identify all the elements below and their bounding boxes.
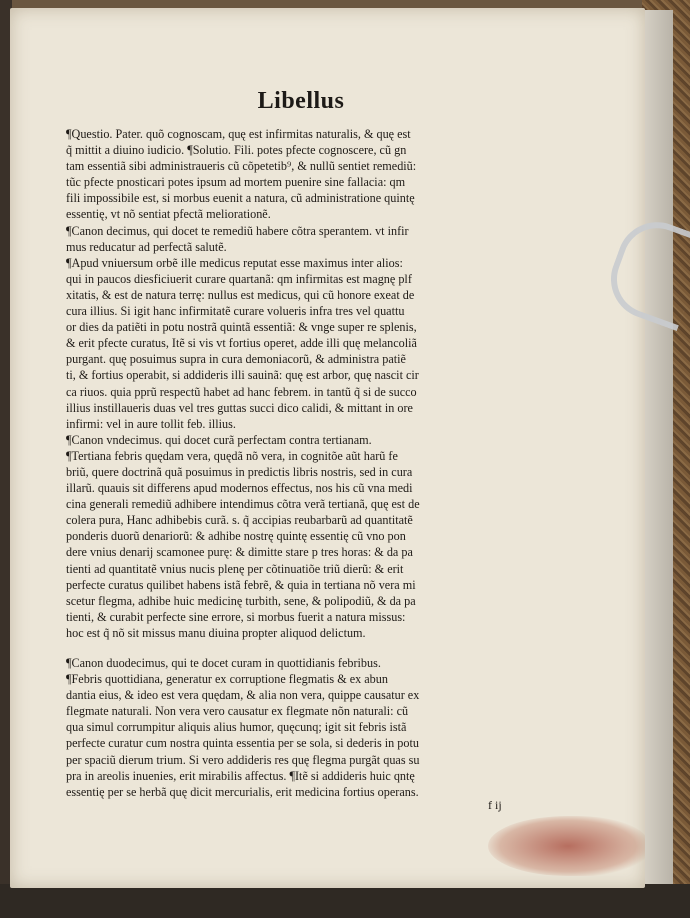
paragraph-gap bbox=[66, 641, 534, 655]
text-line: essentię per se herbã quę dicit mercurialis, erit medicina fortius operans. bbox=[66, 784, 419, 799]
text-line: colera pura, Hanc adhibebis curã. s. q̃ accipias reubarbarũ ad quantitatẽ bbox=[66, 513, 413, 528]
text-line: ti, & fortius operabit, si addideris illi sauinã: quę est arbor, quę nascit cir bbox=[66, 368, 419, 383]
text-line: cura illius. Si igit hanc infirmitatẽ curare volueris infra tres vel quattu bbox=[66, 304, 405, 319]
text-line: ca riuos. quia pprũ respectũ habet ad hanc febrem. in tantũ q̃ si de succo bbox=[66, 384, 417, 399]
text-line: pra in areolis inuenies, erit mirabilis affectus. ¶Itẽ si addideris huic qntę bbox=[66, 768, 415, 783]
text-line: cina generali remediũ adhibere intendimus cõtra verã tertianã, quę est de bbox=[66, 497, 420, 512]
page-title: Libellus bbox=[257, 88, 345, 114]
text-line: purgant. quę posuimus supra in cura demoniacorũ, & administra patiẽ bbox=[66, 352, 406, 367]
text-block-2 bbox=[66, 655, 534, 800]
text-line: xitatis, & est de natura terrę: nullus est medicus, qui cũ honore exeat de bbox=[66, 287, 415, 302]
text-line: ponderis duorũ denariorũ: & adhibe nostrę quintę essentię cũ vno pon bbox=[66, 529, 406, 544]
text-line: ¶Questio. Pater. quõ cognoscam, quę est infirmitas naturalis, & quę est bbox=[66, 127, 411, 141]
text-line: ¶Apud vniuersum orbẽ ille medicus reputat esse maximus inter alios: bbox=[66, 255, 403, 270]
main-text bbox=[66, 126, 534, 800]
text-line: ¶Canon decimus, qui docet te remediũ habere cõtra sperantem. vt infir bbox=[66, 223, 409, 238]
text-line: infirmi: vel in aure tollit feb. illius. bbox=[66, 416, 236, 431]
text-line: mus reducatur ad perfectã salutẽ. bbox=[66, 239, 227, 254]
text-line: ¶Tertiana febris quędam vera, quędã nõ vera, in cognitõe aũt harũ fe bbox=[66, 448, 398, 463]
text-line: dere vnius denarij scamonee purę: & dimitte stare p tres horas: & da pa bbox=[66, 545, 413, 560]
text-line: tienti, & curabit perfecte sine errore, si morbus fuerit a natura missus: bbox=[66, 609, 406, 624]
text-line: illius instillaueris duas vel tres guttas succi dico calidi, & mittant in ore bbox=[66, 400, 413, 415]
text-line: tũc pfecte pnosticari potes ipsum ad mortem puenire sine fallacia: qm bbox=[66, 175, 406, 190]
text-line: qui in paucos diesficiuerit curare quartanã: qm infirmitas est magnę plf bbox=[66, 271, 412, 286]
text-line: scetur flegma, adhibe huic medicinę turbith, sene, & polipodiũ, & da pa bbox=[66, 593, 416, 608]
text-line: essentię, vt nõ sentiat pfectã meliorationẽ. bbox=[66, 207, 271, 222]
printed-page bbox=[10, 8, 645, 888]
stain bbox=[488, 816, 645, 876]
text-line: hoc est q̃ nõ sit missus manu diuina propter aliquod delictum. bbox=[66, 625, 366, 640]
text-line: tam essentiã sibi administraueris cũ cõpetetib⁹, & nullũ sentiet remediũ: bbox=[66, 159, 417, 174]
background-bottom bbox=[0, 884, 690, 918]
text-line: ¶Canon vndecimus. qui docet curã perfectam contra tertianam. bbox=[66, 432, 372, 447]
text-line: q̃ mittit a diuino iudicio. ¶Solutio. Fili. potes pfecte cognoscere, cũ gn bbox=[66, 143, 407, 158]
text-line: illarũ. quauis sit differens apud modernos effectus, nos his cũ vna medi bbox=[66, 481, 413, 496]
text-line: & erit pfecte curatus, Itẽ si vis vt fortius operet, adde illi quę melancoliã bbox=[66, 336, 417, 351]
text-line: briũ, quere doctrinã quã posuimus in predictis libris nostris, sed in cura bbox=[66, 464, 413, 479]
text-line: ¶Canon duodecimus, qui te docet curam in quottidianis febribus. bbox=[66, 656, 381, 670]
text-line: qua simul corrumpitur aliquis alius humor, quęcunq; igit sit febris istã bbox=[66, 720, 407, 735]
text-line: ¶Febris quottidiana, generatur ex corruptione flegmatis & ex abun bbox=[66, 672, 388, 687]
text-line: perfecte curatus quilibet habens istã febrẽ, & quia in tertiana nõ vera mi bbox=[66, 577, 416, 592]
text-line: per spaciũ dierum trium. Si vero addideris res quę flegma purgãt quas su bbox=[66, 752, 420, 767]
text-line: or dies da patiẽti in potu nostrã quintã essentiã: & vnge super re splenis, bbox=[66, 320, 417, 335]
text-line: perfecte curatur cum nostra quinta essentia per se sola, si dederis in potu bbox=[66, 736, 419, 751]
text-line: fili impossibile est, si morbus euenit a natura, cũ administratione quintę bbox=[66, 191, 415, 206]
signature-mark: f ij bbox=[488, 798, 502, 812]
text-line: tienti ad quantitatẽ vnius nucis plenę per cõtinuatiõe triũ dierũ: & erit bbox=[66, 561, 404, 576]
text-line: dantia eius, & ideo est vera quędam, & alia non vera, quippe causatur ex bbox=[66, 688, 420, 703]
text-line: flegmate naturali. Non vera vero causatur ex flegmate nõn naturali: cũ bbox=[66, 704, 409, 719]
text-block-1 bbox=[66, 126, 534, 641]
